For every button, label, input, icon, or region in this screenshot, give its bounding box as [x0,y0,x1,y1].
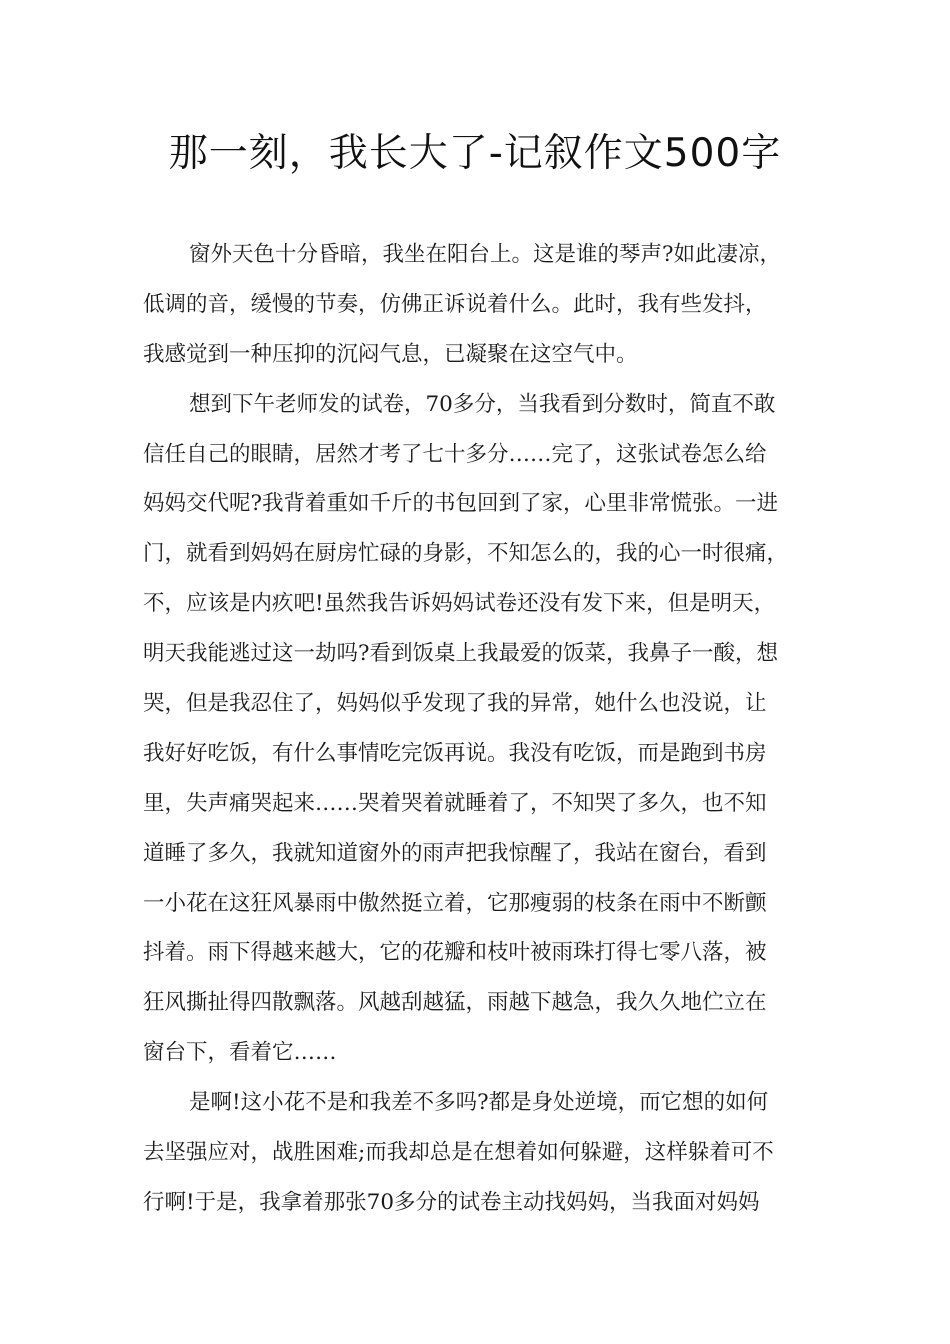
paragraph-2-line-4: 门，就看到妈妈在厨房忙碌的身影，不知怎么的，我的心一时很痛， [143,541,789,567]
paragraph-2-line-1: 想到下午老师发的试卷，70多分，当我看到分数时，简直不敢 [189,391,776,417]
paragraph-2-line-5: 不，应该是内疚吧!虽然我告诉妈妈试卷还没有发下来，但是明天， [143,591,776,617]
paragraph-1-line-2: 低调的音，缓慢的节奏，仿佛正诉说着什么。此时，我有些发抖， [143,291,767,317]
paragraph-2-line-9: 里，失声痛哭起来……哭着哭着就睡着了，不知哭了多久，也不知 [143,790,767,816]
paragraph-2-line-8: 我好好吃饭，有什么事情吃完饭再说。我没有吃饭，而是跑到书房 [143,740,767,766]
paragraph-1-line-3: 我感觉到一种压抑的沉闷气息，已凝聚在这空气中。 [143,341,638,367]
paragraph-2-line-7: 哭，但是我忍住了，妈妈似乎发现了我的异常，她什么也没说，让 [143,691,767,717]
document-body [143,230,833,1228]
paragraph-3-line-2: 去坚强应对，战胜困难;而我却总是在想着如何躲避，这样躲着可不 [143,1140,774,1166]
paragraph-2-line-14: 窗台下，看着它…… [143,1040,337,1066]
document-title: 那一刻，我长大了-记叙作文500字 [168,131,782,176]
paragraph-2-line-13: 狂风撕扯得四散飘落。风越刮越猛，雨越下越急，我久久地伫立在 [143,990,767,1016]
paragraph-3-line-1: 是啊!这小花不是和我差不多吗?都是身处逆境，而它想的如何 [189,1090,769,1116]
paragraph-2-line-10: 道睡了多久，我就知道窗外的雨声把我惊醒了，我站在窗台，看到 [143,840,767,866]
paragraph-3-line-3: 行啊!于是，我拿着那张70多分的试卷主动找妈妈，当我面对妈妈 [143,1189,760,1215]
paragraph-2-line-11: 一小花在这狂风暴雨中傲然挺立着，它那瘦弱的枝条在雨中不断颤 [143,890,767,916]
paragraph-2-line-6: 明天我能逃过这一劫吗?看到饭桌上我最爱的饭菜，我鼻子一酸，想 [143,641,779,667]
paragraph-1-line-1: 窗外天色十分昏暗，我坐在阳台上。这是谁的琴声?如此凄凉， [189,242,782,267]
paragraph-2-line-12: 抖着。雨下得越来越大，它的花瓣和枝叶被雨珠打得七零八落，被 [143,940,767,966]
paragraph-2-line-3: 妈妈交代呢?我背着重如千斤的书包回到了家，心里非常慌张。一进 [143,491,779,517]
paragraph-2-line-2: 信任自己的眼睛，居然才考了七十多分……完了，这张试卷怎么给 [143,441,767,467]
